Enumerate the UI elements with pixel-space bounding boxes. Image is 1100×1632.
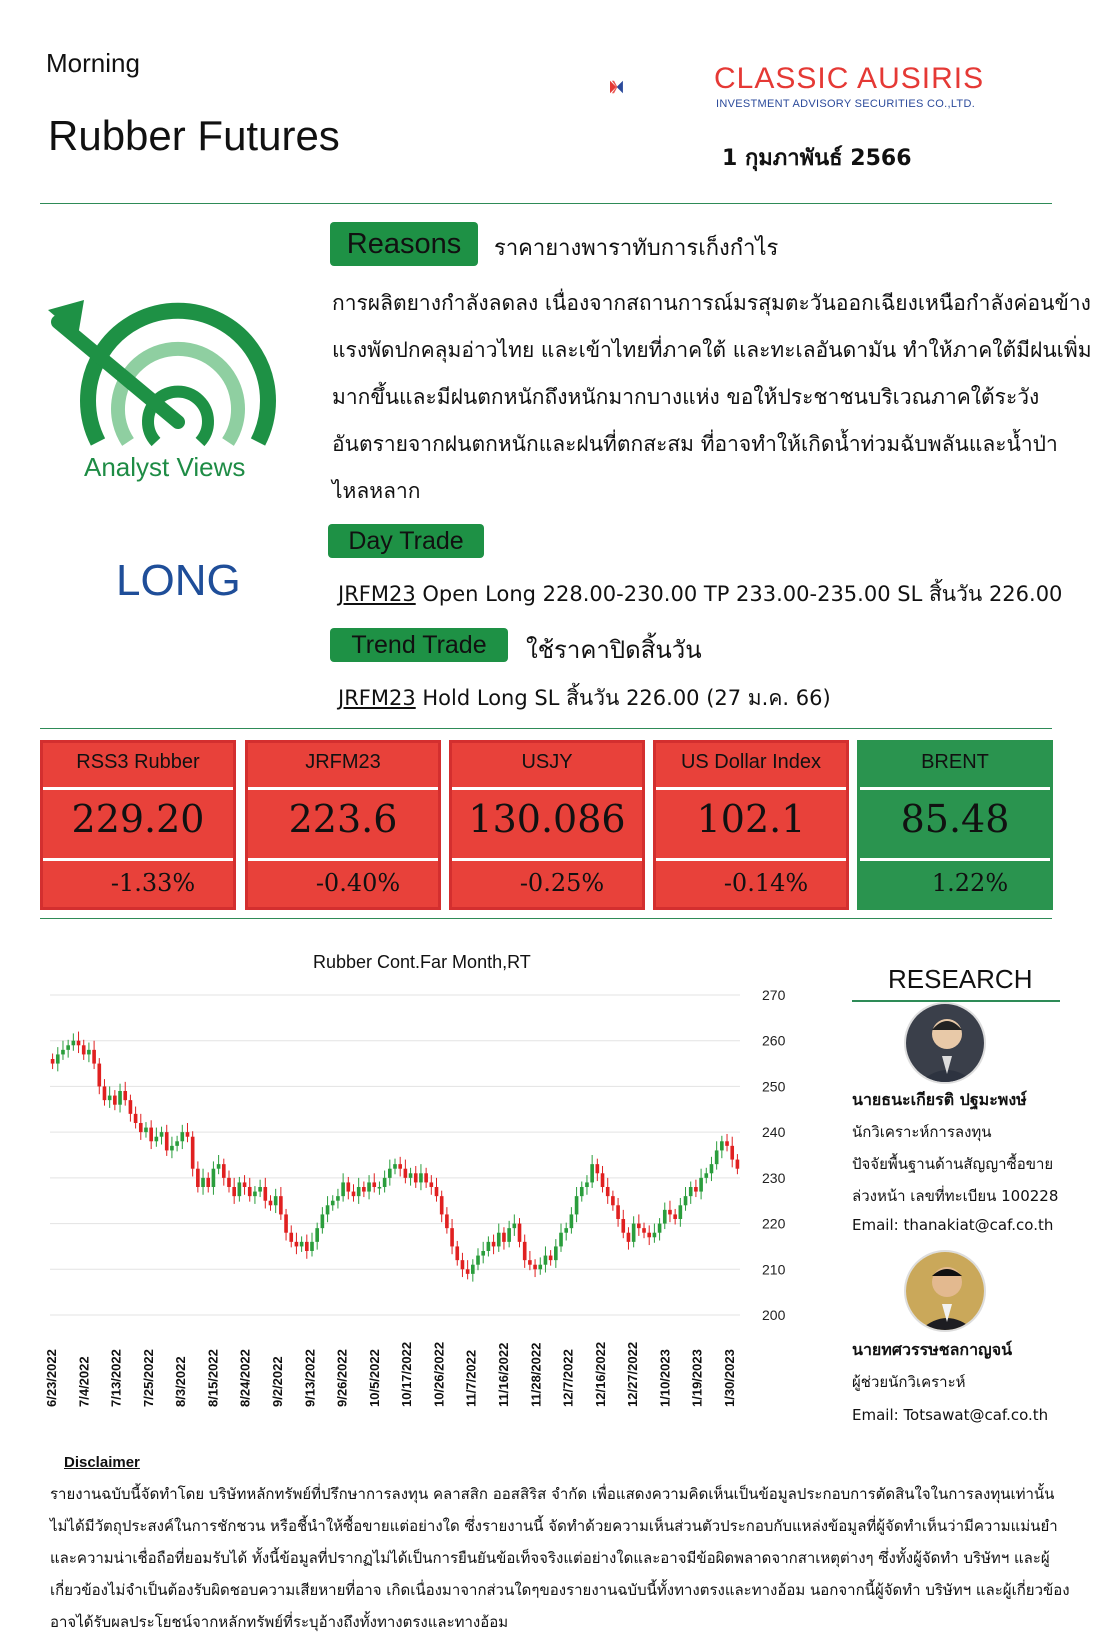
trend-trade-badge: Trend Trade [330,628,508,662]
trend-trade-text: Hold Long SL สิ้นวัน 226.00 (27 ม.ค. 66) [415,686,831,710]
candle-body [243,1182,247,1187]
report-title: Rubber Futures [48,112,340,159]
x-tick-label: 9/26/2022 [334,1349,350,1407]
candle-body [673,1214,677,1219]
candle-body [704,1173,708,1178]
quote-tile-rss3 [40,740,236,910]
candle-body [87,1050,91,1055]
candle-body [715,1150,719,1164]
candle-body [466,1269,470,1274]
quote-change: -0.14% [723,869,809,897]
candle-body [253,1192,257,1197]
divider [40,918,1052,919]
candle-body [684,1196,688,1205]
candle-body [331,1201,335,1206]
candle-body [165,1132,169,1150]
candle-body [118,1091,122,1105]
reasons-headline: ราคายางพาราทับการเก็งกำไร [494,236,779,261]
candle-body [160,1132,164,1137]
quote-value: 223.6 [288,797,398,841]
candle-body [134,1114,138,1123]
candle-body [725,1141,729,1146]
trend-trade-subtitle: ใช้ราคาปิดสิ้นวัน [526,636,702,664]
quote-label: RSS3 Rubber [76,751,200,773]
x-tick-label: 8/3/2022 [173,1356,189,1407]
candle-body [559,1233,563,1247]
x-tick-label: 11/16/2022 [496,1342,511,1407]
quote-label: USJY [521,751,573,773]
y-tick-label: 240 [762,1124,786,1141]
company-subtitle: INVESTMENT ADVISORY SECURITIES CO.,LTD. [716,98,976,110]
candle-body [383,1178,387,1187]
candle-body [445,1214,449,1228]
candle-body [108,1096,112,1101]
candle-body [414,1173,418,1182]
analyst-role-2: ผู้ช่วยนักวิเคราะห์ [852,1373,966,1391]
candle-body [263,1187,267,1201]
candle-body [736,1160,740,1169]
candle-body [217,1164,221,1169]
candle-body [227,1178,231,1187]
candle-body [409,1173,413,1178]
candle-body [201,1178,205,1187]
disclaimer-body: รายงานฉบับนี้จัดทำโดย บริษัทหลักทรัพย์ที่ปรึกษาการลงทุน คลาสสิก ออสสิริส จำกัด เพื่อแสดงความคิดเห็นเป็นข้อมูลประกอบการตัดสินใจในการลงทุนเท่านั้น ไม่ได้มีวัตถุประสงค์ในการชักชวน หรือชี้นำให้ซื้อขายแต่อย่างใด ซึ่งรายงานนี้ จัดทำด้วยความเห็นส่วนตัวประกอบกับแหล่งข้อมูลที่ผู้จัดทำเห็นว่ามีความแม่นยำและความน่าเชื่อถือที่ยอมรับได้ ทั้งนี้ข้อมูลที่ปรากฏไม่ได้เป็นการยืนยันข้อเท็จจริงแต่อย่างใดและอาจมีข้อผิดพลาดจากสาเหตุต่างๆ ซึ่งทั้งผู้จัดทำ บริษัทฯ และผู้เกี่ยวข้องไม่จำเป็นต้องรับผิดชอบความเสียหายที่อาจ เกิดเนื่องมาจากส่วนใดๆของรายงานฉบับนี้ทั้งทางตรงและทางอ้อม นอกจากนี้ผู้จัดทำ บริษัทฯ และผู้เกี่ยวข้อง อาจได้รับผลประโยชน์จากหลักทรัพย์ที่ระบุอ้างถึงทั้งทางตรงและทางอ้อม [50,1485,1070,1631]
candle-body [502,1233,506,1242]
x-tick-label: 11/7/2022 [463,1349,479,1407]
candle-body [248,1187,252,1196]
day-trade-badge: Day Trade [328,524,484,558]
x-tick-label: 6/23/2022 [44,1349,59,1407]
candle-body [424,1173,428,1182]
disclaimer-title: Disclaimer [64,1454,140,1471]
candle-body [476,1256,480,1265]
candle-body [653,1233,657,1238]
candle-body [315,1228,319,1242]
quote-label: JRFM23 [305,751,381,773]
divider [40,728,1052,729]
candle-body [341,1182,345,1196]
y-tick-label: 260 [762,1032,786,1049]
y-tick-label: 250 [762,1078,786,1095]
quote-change: -1.33% [110,869,196,897]
day-trade-symbol: JRFM23 [338,582,416,606]
candle-body [398,1164,402,1169]
analyst-email-2: Email: Totsawat@caf.co.th [852,1406,1049,1424]
candle-body [497,1233,501,1247]
candle-body [689,1187,693,1196]
candle-body [730,1146,734,1160]
y-tick-label: 210 [762,1261,786,1278]
candle-body [404,1169,408,1178]
candle-body [289,1233,293,1242]
candle-body [585,1182,589,1187]
candle-body [175,1141,179,1146]
candle-body [222,1164,226,1178]
y-tick-label: 220 [762,1215,786,1232]
candle-body [601,1173,605,1187]
candle-body [388,1169,392,1178]
candle-body [372,1182,376,1187]
x-tick-label: 7/25/2022 [140,1349,156,1407]
x-tick-label: 7/13/2022 [108,1349,124,1407]
y-tick-label: 270 [762,987,786,1003]
candle-body [357,1187,361,1196]
candle-body [238,1182,242,1196]
candle-body [367,1182,371,1191]
candle-body [274,1196,278,1205]
candle-body [523,1242,527,1260]
candle-body [668,1210,672,1215]
candle-body [295,1242,299,1247]
x-tick-label: 1/10/2023 [657,1349,673,1407]
candle-body [191,1137,195,1169]
candle-body [206,1178,210,1187]
analyst-detail-1: ปัจจัยพื้นฐานด้านสัญญาซื้อขาย [852,1155,1054,1173]
candle-body [435,1187,439,1196]
candle-body [471,1265,475,1274]
candle-body [82,1045,86,1054]
candle-body [720,1141,724,1150]
candle-body [549,1256,553,1261]
quote-value: 102.1 [696,797,806,841]
candle-body [710,1164,714,1173]
candle-body [544,1256,548,1265]
candle-body [575,1196,579,1214]
candle-body [596,1164,600,1173]
candle-body [507,1228,511,1242]
candle-body [611,1196,615,1205]
candle-body [149,1128,153,1142]
x-tick-label: 12/16/2022 [592,1341,608,1407]
candle-body [481,1251,485,1256]
candle-body [658,1224,662,1233]
company-logo [610,52,680,122]
candle-body [321,1214,325,1228]
quote-change: 1.22% [931,869,1009,897]
x-tick-label: 12/7/2022 [560,1349,576,1407]
target-icon [38,292,278,462]
candle-body [440,1196,444,1214]
candle-body [627,1233,631,1242]
x-tick-label: 1/19/2023 [689,1349,705,1407]
day-trade-text: Open Long 228.00-230.00 TP 233.00-235.00 SL สิ้นวัน 226.00 [415,582,1063,606]
candle-body [352,1192,356,1197]
x-tick-label: 9/2/2022 [270,1356,285,1407]
candle-body [279,1196,283,1214]
candle-body [129,1100,133,1114]
candle-body [606,1187,610,1196]
candle-body [97,1064,101,1087]
company-name: CLASSIC AUSIRIS [714,62,985,95]
candle-body [66,1045,70,1050]
candle-body [326,1205,330,1214]
candle-body [430,1182,434,1187]
reasons-body: การผลิตยางกำลังลดลง เนื่องจากสถานการณ์มรสุมตะวันออกเฉียงเหนือกำลังค่อนข้างแรงพัดปกคลุมอ่าวไทย และเข้าไทยที่ภาคใต้ และทะเลอันดามัน ทำให้ภาคใต้มีฝนเพิ่มมากขึ้นและมีฝนตกหนักถึงหนักมากบางแห่ง ขอให้ประชาชนบริเวณภาคใต้ระวังอันตรายจากฝนตกหนักและฝนที่ตกสะสม ที่อาจทำให้เกิดน้ำท่วมฉับพลันและน้ำป่าไหลหลาก [332,291,1092,503]
candle-body [554,1246,558,1260]
divider [852,1000,1060,1002]
candle-body [518,1224,522,1242]
candle-body [580,1187,584,1196]
candle-body [616,1205,620,1219]
candle-body [144,1128,148,1133]
candle-body [533,1265,537,1270]
x-tick-label: 8/24/2022 [237,1349,253,1407]
x-tick-label: 1/30/2023 [722,1349,737,1407]
candle-body [346,1182,350,1191]
quote-change: -0.25% [519,869,605,897]
candle-body [564,1228,568,1233]
candle-body [92,1050,96,1064]
candle-body [212,1169,216,1187]
candle-body [300,1242,304,1247]
quote-tile-jrfm23 [245,740,441,910]
candle-body [305,1242,309,1251]
candle-body [61,1050,65,1055]
analyst-name-1: นายธนะเกียรติ ปฐมะพงษ์ [852,1090,1027,1109]
analyst-photo-2 [904,1250,986,1332]
candle-body [56,1054,60,1063]
reasons-badge: Reasons [330,222,478,266]
quote-label: US Dollar Index [680,751,822,773]
analyst-name-2: นายทศวรรษชลกาญจน์ [852,1340,1012,1359]
candle-body [419,1173,423,1182]
analyst-email-1: Email: thanakiat@caf.co.th [852,1216,1054,1234]
report-date: 1 กุมภาพันธ์ 2566 [722,146,912,171]
candle-body [269,1201,273,1206]
candle-body [170,1146,174,1151]
candle-body [699,1178,703,1192]
candle-body [232,1187,236,1196]
quote-tile-usjy [449,740,645,910]
report-kicker: Morning [46,48,140,78]
candle-body [637,1224,641,1229]
candle-body [103,1086,107,1100]
x-tick-label: 8/15/2022 [205,1349,221,1407]
candle-body [450,1228,454,1246]
candle-body [51,1059,55,1064]
candle-body [284,1214,288,1232]
candle-body [694,1187,698,1192]
candle-body [647,1233,651,1238]
analyst-photo-1 [904,1002,986,1084]
candle-body [590,1164,594,1182]
x-tick-label: 10/26/2022 [431,1341,447,1407]
candle-body [528,1260,532,1265]
candle-body [632,1224,636,1242]
candle-body [393,1164,397,1169]
candle-body [378,1187,382,1189]
divider [40,203,1052,204]
candle-body [77,1041,81,1046]
candle-body [155,1137,159,1142]
candle-body [679,1205,683,1219]
candle-body [310,1242,314,1251]
day-trade-line [338,578,1062,611]
candle-body [513,1224,517,1229]
x-tick-label: 11/28/2022 [528,1342,544,1407]
candle-body [258,1187,262,1192]
candle-body [455,1246,459,1260]
candle-body [72,1041,76,1046]
trend-trade-line [338,682,831,715]
candle-body [487,1242,491,1251]
candle-body [642,1228,646,1233]
analyst-role-1: นักวิเคราะห์การลงทุน [852,1123,992,1141]
position-label: LONG [116,556,241,605]
research-title: RESEARCH [888,964,1033,994]
candle-body [538,1265,542,1270]
y-tick-label: 200 [762,1307,786,1323]
y-tick-label: 230 [762,1169,786,1186]
candle-body [186,1132,190,1137]
quote-value: 85.48 [900,797,1010,841]
chart-title: Rubber Cont.Far Month,RT [313,952,531,972]
quote-value: 229.20 [71,797,205,841]
x-tick-label: 12/27/2022 [625,1341,641,1407]
candle-body [113,1096,117,1105]
candle-body [621,1219,625,1233]
x-tick-label: 10/17/2022 [399,1341,415,1407]
candlestick-chart [40,985,850,1415]
x-tick-label: 10/5/2022 [366,1349,382,1407]
candle-body [139,1123,143,1132]
analyst-detail-1: ล่วงหน้า เลขที่ทะเบียน 100228 [852,1187,1059,1205]
candle-body [180,1132,184,1141]
quote-tile-dxy [653,740,849,910]
candle-body [492,1242,496,1247]
quote-label: BRENT [921,751,989,773]
candle-body [570,1214,574,1228]
x-tick-label: 7/4/2022 [76,1356,92,1407]
candle-body [362,1187,366,1192]
x-tick-label: 9/13/2022 [302,1349,318,1407]
quote-value: 130.086 [468,797,626,841]
candle-body [196,1169,200,1187]
candle-body [336,1196,340,1201]
trend-trade-symbol: JRFM23 [338,686,416,710]
candle-body [663,1210,667,1224]
quote-tile-brent [857,740,1053,910]
candle-body [123,1091,127,1100]
candle-body [461,1260,465,1269]
quote-change: -0.40% [315,869,401,897]
analyst-views-label: Analyst Views [84,452,246,482]
